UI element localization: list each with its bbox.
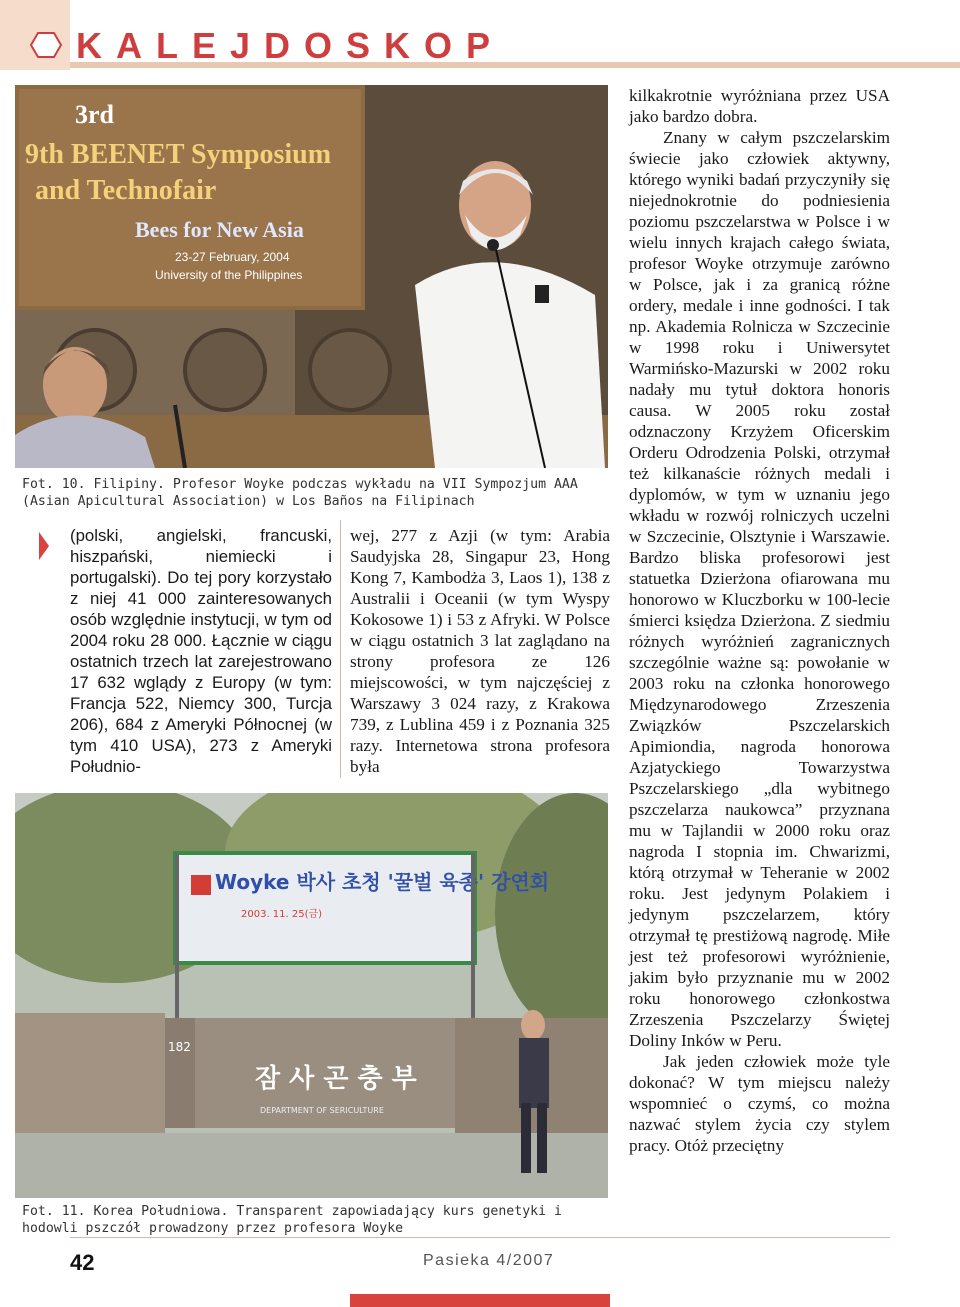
paragraph: wej, 277 z Azji (w tym: Arabia Saudyjska 28, Singapur 23, Hong Kong 7, Kambodża 3, Laos 1), 138 z Australii i Oceanii (w tym Wyspy Kokosowe 1) i 53 z Afryki. W Polsce w ciągu ostatnich 3 lat zaglądano na strony profesora ze 126 miejscowości, w tym najczęściej z Warszawy 3 024 razy, z Krakowa 739, z Lublina 459 i z Poznania 325 razy. Internetowa strona profesora była	[350, 526, 610, 776]
svg-text:23-27 February, 2004: 23-27 February, 2004	[175, 250, 290, 264]
article-column-left	[70, 525, 332, 777]
photo-korea	[15, 793, 608, 1198]
paragraph: kilkakrotnie wyróżniana przez USA jako bardzo dobra.	[629, 86, 890, 126]
article-column-middle	[350, 525, 610, 777]
svg-text:and Technofair: and Technofair	[35, 175, 217, 206]
hexagon-icon	[30, 32, 62, 58]
svg-text:182: 182	[168, 1040, 191, 1054]
page-header	[0, 0, 960, 70]
svg-text:잠 사 곤 충 부: 잠 사 곤 충 부	[255, 1064, 417, 1094]
article-column-right	[629, 85, 890, 1156]
photo-caption-2: Fot. 11. Korea Południowa. Transparent zapowiadający kurs genetyki i hodowli pszczół prowadzony przez profesora Woyke	[22, 1204, 562, 1236]
svg-text:9th BEENET Symposium: 9th BEENET Symposium	[25, 139, 332, 170]
photo-philippines	[15, 85, 608, 468]
svg-text:2003. 11. 25(금): 2003. 11. 25(금)	[241, 909, 323, 920]
paragraph: Znany w całym pszczelarskim świecie jako człowiek aktywny, którego wyniki badań przyczyniły się niejednokrotnie do podniesienia poziomu pszczelarstwa w Polsce i w wielu innych krajach całego świata, profesor Woyke otrzymuje zarówno w Polsce, jak i za granicą różne ordery, medale i inne godności. I tak np. Akademia Rolnicza w Szczecinie w 1998 roku i Uniwersytet Warmińsko-Mazurski w 2002 roku nadały mu tytuł doktora honoris causa. W 2005 roku został odznaczony Krzyżem Oficerskim Orderu Odrodzenia Polski, otrzymał też kilkanaście różnych medali i dyplomów, w tym w uznaniu jego wkładu w rozwój rolniczych uczelni w Szczecinie, Olsztynie i Warszawie. Bardzo bliska profesorowi jest statuetka Dzierżona ofiarowana mu honorowo w Kluczborku w 100-lecie śmierci księdza Dzierżona. Z siedmiu różnych wyróżnień zagranicznych szczególnie ważne są: powołanie w 2003 roku na członka honorowego Międzynarodowego Zrzeszenia Związków Pszczelarskich Apimiondia, nagroda honorowa Azjatyckiego Towarzystwa Pszczelarskiego „dla wybitnego pszczelarza naukowca” przyznana mu w Tajlandii w 2000 roku oraz nagroda I stopnia im. Chwarizmi, którą otrzymał w Teheranie w 2002 roku. Jest jedynym Polakiem i jedynym pszczelarzem, który otrzymał tę prestiżową nagrodę. Miłe jest też profesorowi wyróżnienie, jakim było przyznanie mu w 2002 roku honorowego członkostwa Zrzeszenia Pszczelarzy Świętej Doliny Inków w Peru.	[629, 128, 890, 1050]
svg-text:Bees for New Asia: Bees for New Asia	[135, 217, 304, 242]
paragraph: Jak jeden człowiek może tyle dokonać? W tym miejscu należy wspomnieć o czymś, co można nazwać stylem życia czy stylem pracy. Otóż przeciętny	[629, 1052, 890, 1155]
section-title: KALEJDOSKOP	[76, 25, 505, 66]
journal-name: Pasieka 4/2007	[423, 1252, 555, 1269]
svg-text:DEPARTMENT OF SERICULTURE: DEPARTMENT OF SERICULTURE	[260, 1106, 384, 1115]
column-divider	[340, 520, 341, 778]
footer-rule	[70, 1237, 890, 1238]
continuation-arrow-icon	[39, 532, 49, 560]
svg-text:University of the Philippines: University of the Philippines	[155, 268, 303, 282]
page-number: 42	[70, 1250, 95, 1275]
footer-accent-bar	[350, 1294, 610, 1307]
paragraph: (polski, angielski, francuski, hiszpański, niemiecki i portugalski). Do tej pory korzystało z niej 41 000 zainteresowanych osób względnie instytucji, w tym od 2004 roku 28 000. Łącznie w ciągu ostatnich trzech lat zarejestrowano 17 632 wglądy z Europy (w tym: Francja 522, Niemcy 300, Turcja 206), 684 z Ameryki Północnej (w tym 410 USA), 273 z Ameryki Południo-	[70, 526, 332, 776]
svg-text:Woyke 박사 초청 '꿀벌 육종' 강연회: Woyke 박사 초청 '꿀벌 육종' 강연회	[215, 870, 550, 894]
svg-text:3rd: 3rd	[75, 100, 114, 129]
photo-caption-1: Fot. 10. Filipiny. Profesor Woyke podczas wykładu na VII Sympozjum AAA (Asian Apicultural Association) w Los Baños na Filipinach	[22, 477, 578, 509]
